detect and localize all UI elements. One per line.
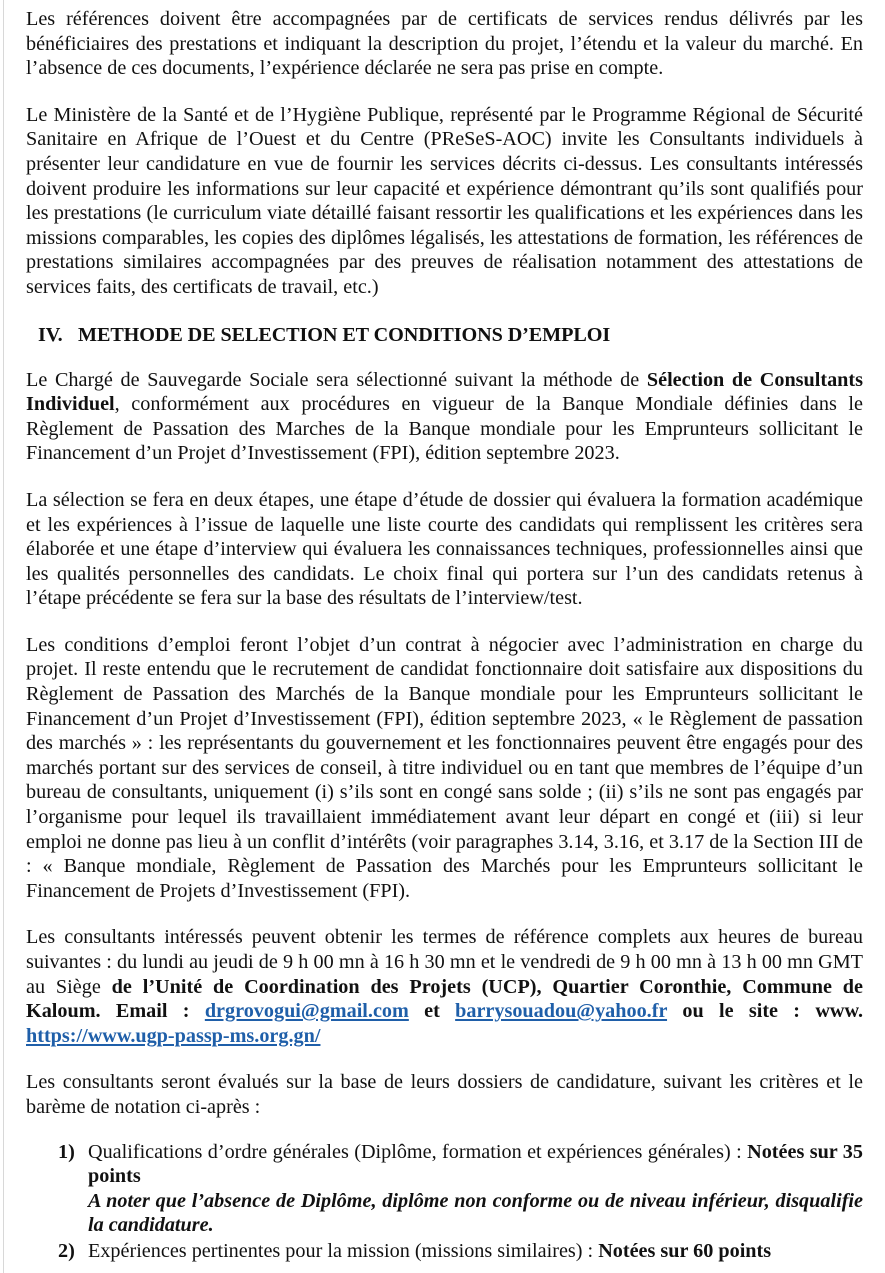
selection-methode-emphasis: Sélection de Consultants Individuel [26, 368, 863, 416]
criteria-score-2: Notées sur 60 points [598, 1239, 772, 1262]
section-number: IV. [38, 323, 63, 346]
paragraph-conditions-emploi: Les conditions d’emploi feront l’objet d’un contrat à négocier avec l’administration en charge du projet. Il reste entendu que le recrutement de candidat fonctionnaire doit satisfaire aux dispositions du Règlement de Passation des Marchés de la Banque mondiale pour les Emprunteurs sollicitant le Financement d’un Projet d’Investissement (FPI), édition septembre 2023, « le Règlement de passation des marchés » : les représentants du gouvernement et les fonctionnaires peuvent être engagés pour des marchés portant sur des services de conseil, à titre individuel ou en tant que membres de l’équipe d’un bureau de consultants, uniquement (i) s’ils sont en congé sans solde ; (ii) s’ils ne sont pas engagés par l’organisme pour lequel ils travaillaient immédiatement avant leur départ en congé et (iii) si leur emploi ne donne pas lieu à un conflit d’intérêts (voir paragraphes 3.14, 3.16, et 3.17 de la Section III de : « Banque mondiale, Règlement de Passation des Marchés pour les Emprunteurs sollicitant le Financement de Projets d’Investissement (FPI). [26, 633, 863, 902]
paragraph-deux-etapes: La sélection se fera en deux étapes, une étape d’étude de dossier qui évaluera la formation académique et les expériences à l’issue de laquelle une liste courte des candidats qui remplissent les critères sera élaborée et une étape d’interview qui évaluera les connaissances techniques, professionnelles ainsi que les qualités personnelles des candidats. Le choix final qui portera sur l’un des candidats retenus à l’étape précédente se fera sur la base des résultats de l’interview/test. [26, 488, 863, 610]
section-title: METHODE DE SELECTION ET CONDITIONS D’EMPLOI [78, 323, 611, 346]
selection-methode-text-2: , conformément aux procédures en vigueur de la Banque Mondiale définies dans le Règlement de Passation des Marches de la Banque mondiale pour les Emprunteurs sollicitant le Financement d’un Projet d’Investissement (FPI), édition septembre 2023. [26, 393, 863, 465]
contact-conjunction: et [408, 1000, 456, 1023]
criteria-marker-2: 2) [58, 1239, 75, 1262]
email-link-1[interactable]: drgrovogui@gmail.com [204, 1000, 409, 1023]
criteria-list [26, 1140, 863, 1264]
criteria-item-2 [26, 1239, 863, 1264]
paragraph-selection-methode [26, 368, 863, 466]
criteria-text-2: Expériences pertinentes pour la mission (missions similaires) : [88, 1239, 599, 1262]
contact-site-label: ou le site : www. [667, 1000, 863, 1023]
paragraph-ministere: Le Ministère de la Santé et de l’Hygiène Publique, représenté par le Programme Régional de Sécurité Sanitaire en Afrique de l’Ouest et du Centre (PReSeS-AOC) invite les Consultants individuels à présenter leur candidature en vue de fournir les services décrits ci-dessus. Les consultants intéressés doivent produire les informations sur leur capacité et expérience démontrant qu’ils sont qualifiés pour les prestations (le curriculum viate détaillé faisant ressortir les qualifications et les expériences dans les missions comparables, les copies des diplômes légalisés, les attestations de formation, les références de prestations similaires accompagnées par des preuves de réalisation notamment des attestations de services faits, des certificats de travail, etc.) [26, 103, 863, 298]
criteria-item-1 [26, 1140, 863, 1238]
paragraph-references: Les références doivent être accompagnées par de certificats de services rendus délivrés par les bénéficiaires des prestations et indiquant la description du projet, l’étendu et la valeur du marché. En l’absence de ces documents, l’expérience déclarée ne sera pas prise en compte. [26, 8, 863, 80]
page-edge-rule [3, 0, 4, 1273]
criteria-marker-1: 1) [58, 1140, 75, 1163]
email-link-2[interactable]: barrysouadou@yahoo.fr [455, 1000, 668, 1023]
paragraph-contact [26, 925, 863, 1048]
criteria-score-1: Notées sur 35 points [88, 1140, 863, 1188]
criteria-text-1: Qualifications d’ordre générales (Diplôme, formation et expériences générales) : [88, 1140, 748, 1163]
website-link[interactable]: https://www.ugp-passp-ms.org.gn/ [26, 1024, 321, 1047]
contact-address: de l’Unité de Coordination des Projets (UCP), Quartier Coronthie, Commune de Kaloum. Email : [26, 975, 863, 1023]
selection-methode-text-1: Le Chargé de Sauvegarde Sociale sera sélectionné suivant la méthode de [26, 368, 647, 391]
section-heading-iv [26, 322, 863, 348]
contact-intro: Les consultants intéressés peuvent obtenir les termes de référence complets aux heures de bureau suivantes : du lundi au jeudi de 9 h 00 mn à 16 h 30 mn et le vendredi de 9 h 00 mn à 13 h 00 mn GMT au Siège [26, 926, 863, 998]
criteria-note-1: A noter que l’absence de Diplôme, diplôme non conforme ou de niveau inférieur, disqualifie la candidature. [88, 1189, 863, 1237]
paragraph-evaluation-intro: Les consultants seront évalués sur la base de leurs dossiers de candidature, suivant les critères et le barème de notation ci-après : [26, 1071, 863, 1118]
